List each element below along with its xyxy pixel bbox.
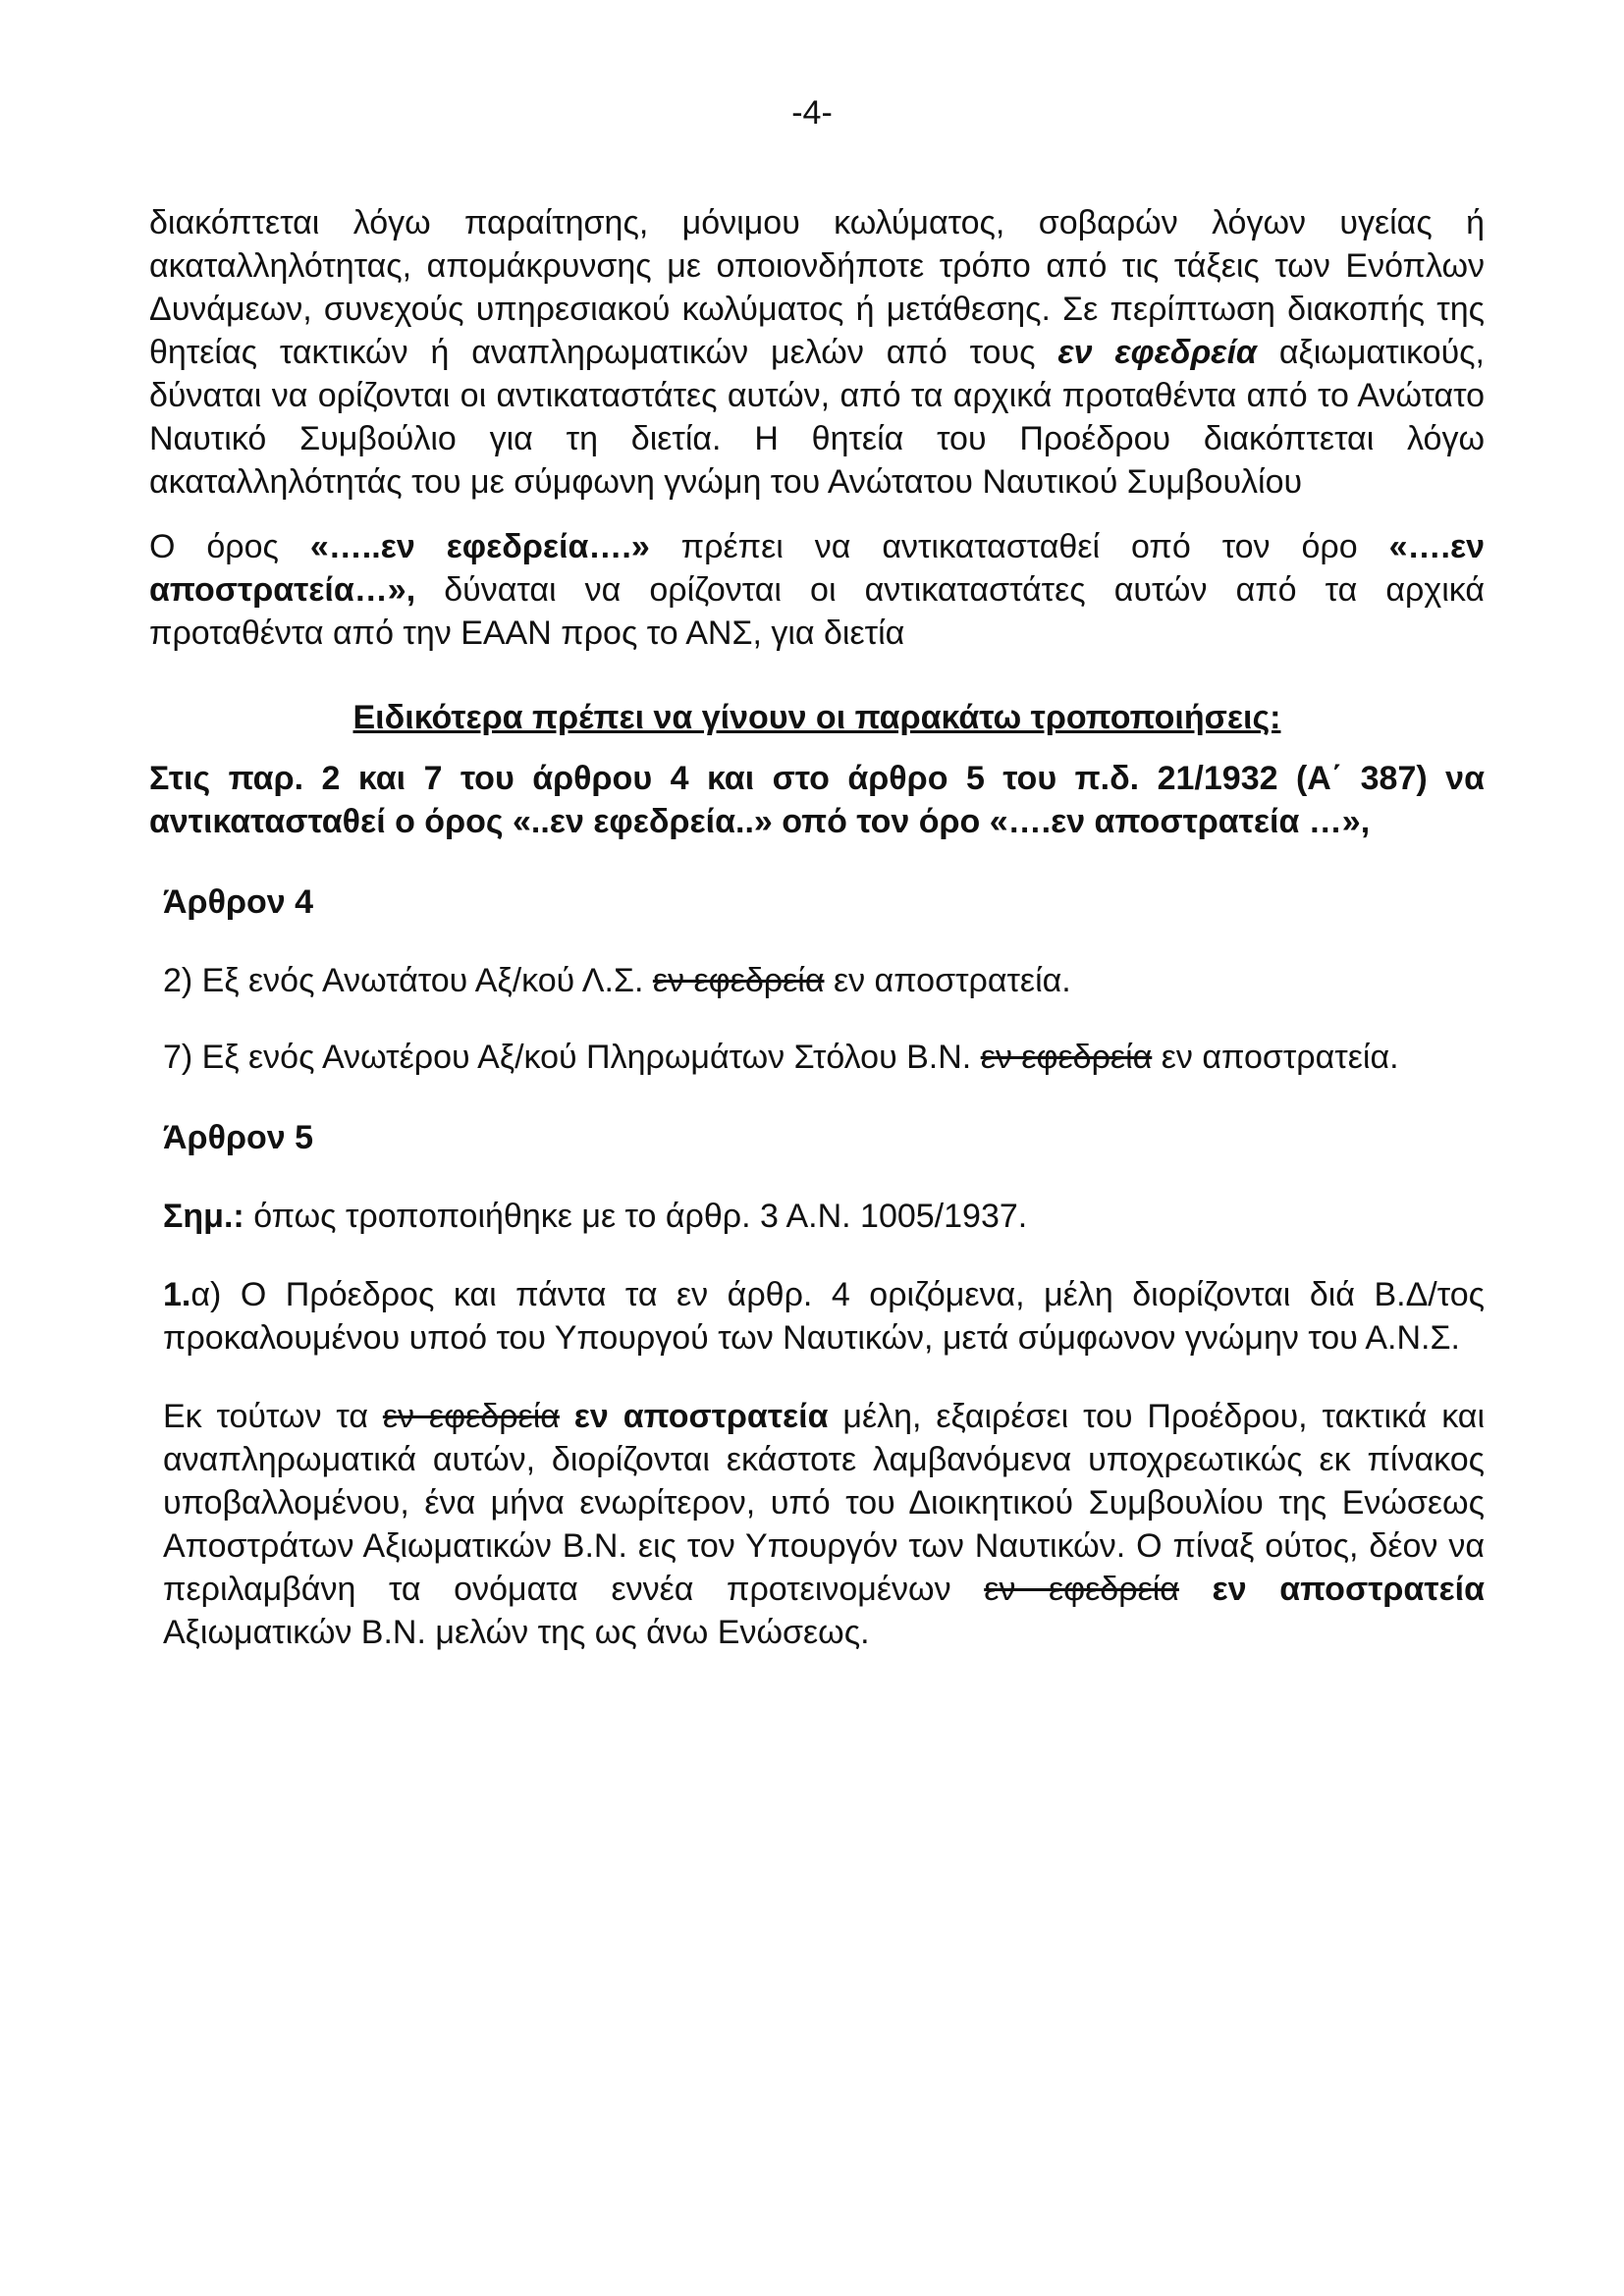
bold-term-new: «….εν αποστρατεία…», <box>149 528 1485 609</box>
struck-term: εν εφεδρεία <box>980 1039 1153 1076</box>
text-run: α) Ο Πρόεδρος και πάντα τα εν άρθρ. 4 οριζόμενα, μέλη διορίζονται διά Β.Δ/τος προκαλουμένου υποό του Υπουργού των Ναυτικών, μετά σύμφωνον γνώμην του Α.Ν.Σ. <box>163 1276 1485 1357</box>
struck-term: εν εφεδρεία <box>652 962 825 999</box>
emphasis-term: εν εφεδρεία <box>1057 334 1257 371</box>
amendment-statement: Στις παρ. 2 και 7 του άρθρου 4 και στο άρθρο 5 του π.δ. 21/1932 (Α΄ 387) να αντικατασταθεί ο όρος «..εν εφεδρεία..» οπό τον όρο «….εν αποστρατεία …», <box>149 760 1485 840</box>
article-4-item-2 <box>163 959 1485 1002</box>
bold-term-new: εν αποστρατεία <box>1178 1571 1485 1608</box>
paragraph-term-replacement <box>149 525 1485 655</box>
text-run: 2) Εξ ενός Ανωτάτου Αξ/κού Λ.Σ. <box>163 962 653 999</box>
bold-term-old: «…..εν εφεδρεία….» <box>309 528 650 565</box>
paragraph-term-interruption <box>149 201 1485 504</box>
article-4-title: Άρθρον 4 <box>163 883 314 921</box>
text-run: 7) Εξ ενός Ανωτέρου Αξ/κού Πληρωμάτων Στόλου Β.Ν. <box>163 1039 981 1076</box>
article-4-item-7 <box>163 1036 1485 1079</box>
paragraph-number: 1. <box>163 1276 191 1313</box>
text-run: εν αποστρατεία. <box>1152 1039 1399 1076</box>
text-run: μέλη, εξαιρέσει του Προέδρου, τακτικά και αναπληρωματικά αυτών, διορίζονται εκάστοτε λαμβανόμενα υποχρεωτικώς εκ πίνακος υποβαλλομένου, ένα μήνα ενωρίτερον, υπό του Διοικητικού Συμβουλίου της Ενώσεως Αποστράτων Αξιωματικών Β.Ν. εις τον Υπουργόν των Ναυτικών. Ο πίναξ ούτος, δέον να περιλαμβάνη τα ονόματα εννέα προτεινομένων <box>163 1398 1485 1608</box>
document-body <box>149 201 1485 1654</box>
text-run: αξιωματικούς, δύναται να ορίζονται οι αντικαταστάτες αυτών, από τα αρχικά προταθέντα από το Ανώτατο Ναυτικό Συμβούλιο για τη διετία. Η θητεία του Προέδρου διακόπτεται λόγω ακαταλληλότητάς του με σύμφωνη γνώμη του Ανώτατου Ναυτικού Συμβουλίου <box>149 334 1485 501</box>
note-label: Σημ.: <box>163 1198 244 1235</box>
text-run: όπως τροποποιήθηκε με το άρθρ. 3 Α.Ν. 1005/1937. <box>244 1198 1028 1235</box>
text-run: δύναται να ορίζονται οι αντικαταστάτες αυτών από τα αρχικά προταθέντα από την ΕΑΑΝ προς το ΑΝΣ, για διετία <box>149 571 1485 652</box>
article-5-paragraph-1 <box>163 1273 1485 1360</box>
text-run: διακόπτεται λόγω παραίτησης, μόνιμου κωλύματος, σοβαρών λόγων υγείας ή ακαταλληλότητας, απομάκρυνσης με οποιονδήποτε τρόπο από τις τάξεις των Ενόπλων Δυνάμεων, συνεχούς υπηρεσιακού κωλύματος ή μετάθεσης. Σε περίπτωση διακοπής της θητείας τακτικών ή αναπληρωματικών μελών από τους <box>149 204 1485 371</box>
text-run: Αξιωματικών Β.Ν. μελών της ως άνω Ενώσεως. <box>163 1614 870 1651</box>
text-run: πρέπει να αντικατασταθεί οπό τον όρο <box>649 528 1389 565</box>
text-run: εν αποστρατεία. <box>824 962 1071 999</box>
article-5-paragraph-2 <box>163 1395 1485 1654</box>
struck-term: εν εφεδρεία <box>984 1571 1179 1608</box>
struck-term: εν εφεδρεία <box>382 1398 560 1435</box>
section-heading: Ειδικότερα πρέπει να γίνουν οι παρακάτω τροποποιήσεις: <box>352 699 1281 736</box>
bold-term-new: εν αποστρατεία <box>559 1398 829 1435</box>
text-run: Εκ τούτων τα <box>163 1398 383 1435</box>
text-run: Ο όρος <box>149 528 310 565</box>
page-number: -4- <box>791 94 833 132</box>
article-5-note <box>163 1195 1485 1238</box>
article-5-title: Άρθρον 5 <box>163 1119 314 1156</box>
